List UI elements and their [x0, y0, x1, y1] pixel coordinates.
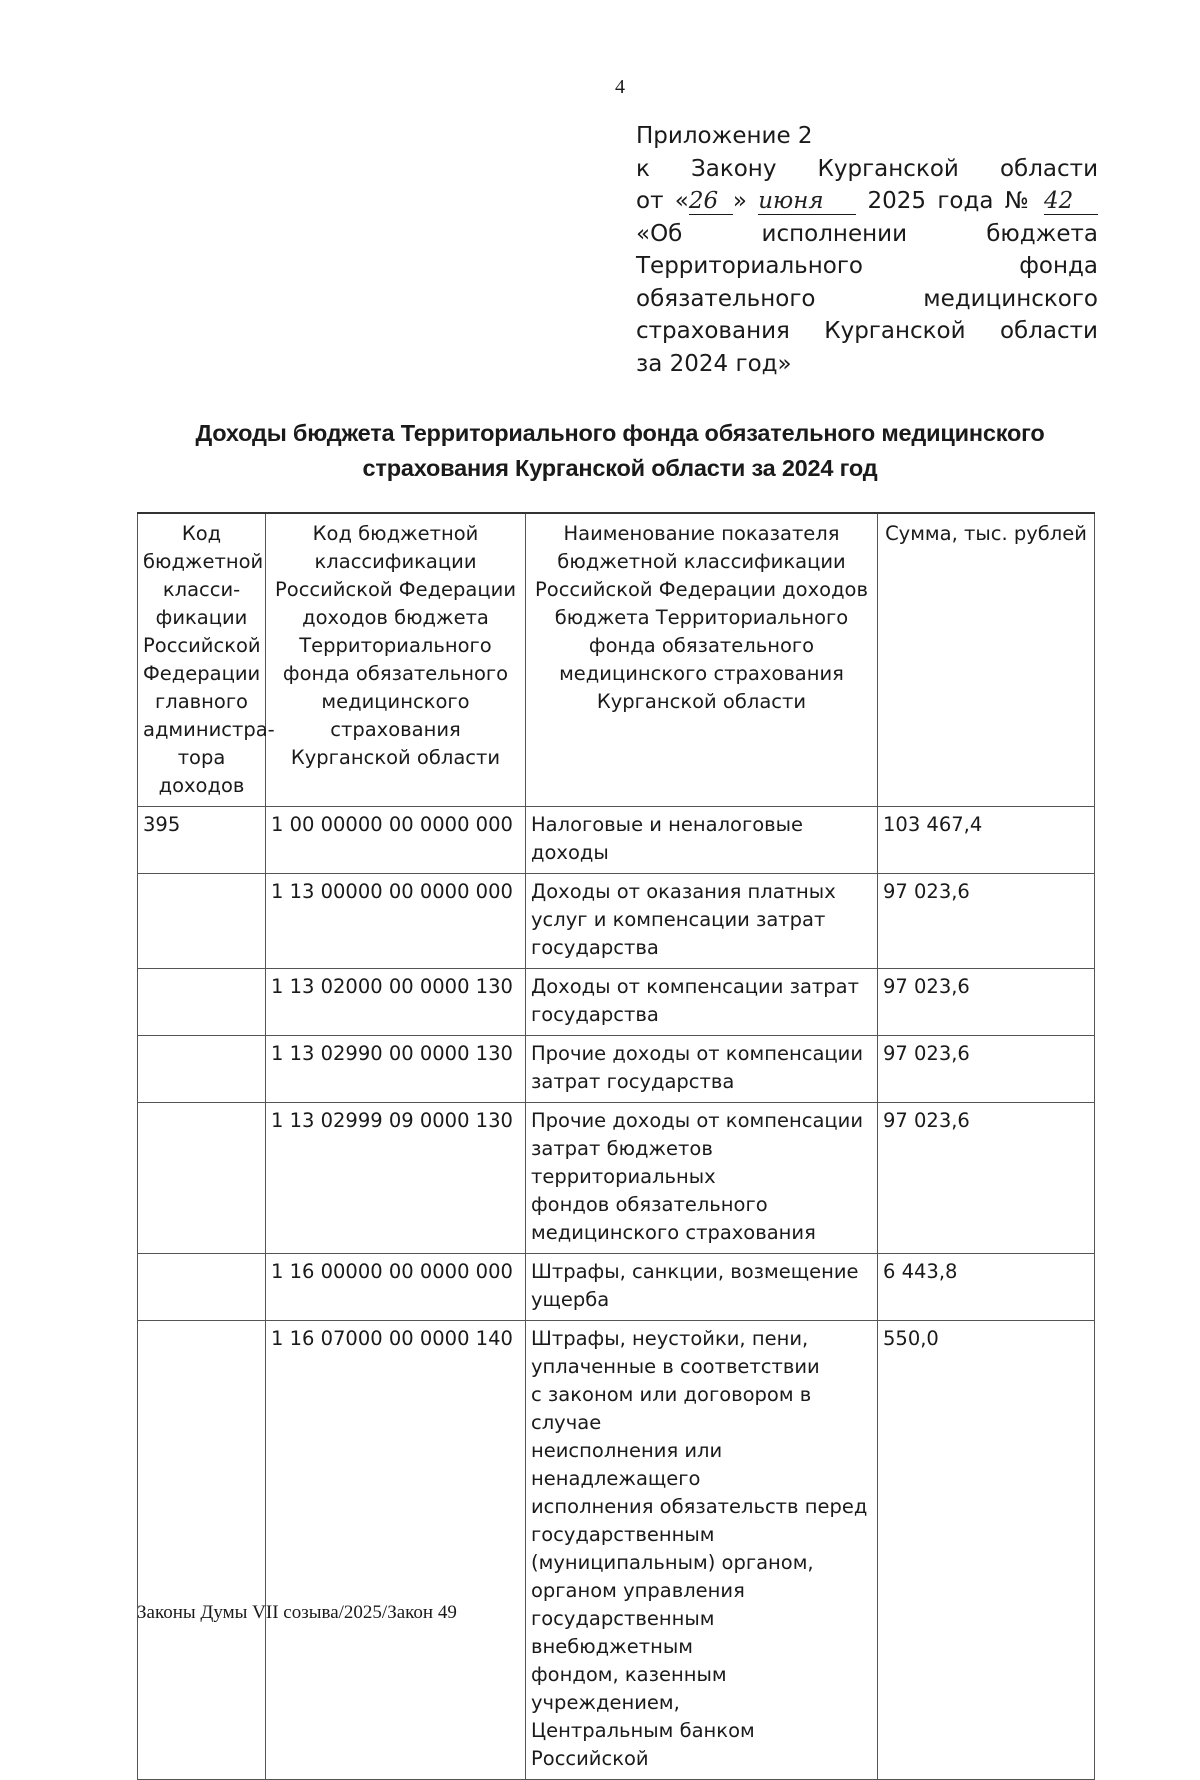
cell-sum: 97 023,6 [878, 969, 1095, 1036]
cell-code: 1 16 00000 00 0000 000 [266, 1254, 526, 1321]
cell-code: 1 13 02000 00 0000 130 [266, 969, 526, 1036]
table-row [138, 807, 1095, 874]
handwritten-day: 26 [689, 188, 733, 215]
cell-admin [138, 1321, 266, 1780]
date-year: 2025 года № [867, 188, 1033, 214]
page-footer: Законы Думы VII созыва/2025/Закон 49 [137, 1602, 457, 1623]
handwritten-law-number: 42 [1044, 188, 1098, 215]
appendix-line-4: «Об исполнении бюджета [636, 220, 1099, 247]
cell-sum: 103 467,4 [878, 807, 1095, 874]
cell-name: Налоговые и неналоговые доходы [526, 807, 878, 874]
cell-code: 1 13 02999 09 0000 130 [266, 1103, 526, 1254]
income-table [137, 512, 1095, 1780]
appendix-line-title: Приложение 2 [636, 123, 813, 149]
cell-admin: 395 [138, 807, 266, 874]
table-row [138, 1103, 1095, 1254]
cell-sum: 550,0 [878, 1321, 1095, 1780]
cell-admin [138, 1254, 266, 1321]
header-indicator-name: Наименование показателя бюджетной классификации Российской Федерации доходов бюджета Территориального фонда обязательного медицинского страхования Курганской области [526, 513, 878, 807]
cell-code: 1 16 07000 00 0000 140 [266, 1321, 526, 1780]
document-title [160, 416, 1080, 486]
title-line-1: Доходы бюджета Территориального фонда обязательного медицинского [195, 420, 1045, 446]
table-row [138, 1036, 1095, 1103]
cell-name: Штрафы, неустойки, пени, уплаченные в соответствии с законом или договором в случае неисполнения или ненадлежащего исполнения обязательств перед государственным (муниципальным) органом, органом управления государственным внебюджетным фондом, казенным учреждением, Центральным банком Российской [526, 1321, 878, 1780]
date-prefix: от « [636, 188, 689, 214]
cell-name: Доходы от оказания платных услуг и компенсации затрат государства [526, 874, 878, 969]
appendix-line-date [636, 185, 1098, 218]
cell-admin [138, 969, 266, 1036]
appendix-reference [636, 120, 1098, 380]
table-row [138, 969, 1095, 1036]
handwritten-month: июня [758, 188, 856, 215]
cell-sum: 97 023,6 [878, 1103, 1095, 1254]
cell-code: 1 00 00000 00 0000 000 [266, 807, 526, 874]
cell-code: 1 13 00000 00 0000 000 [266, 874, 526, 969]
title-line-2: страхования Курганской области за 2024 год [362, 455, 878, 481]
date-quote: » [732, 188, 747, 214]
appendix-line-7: страхования Курганской области [636, 318, 1098, 344]
appendix-line-5: Территориального фонда [636, 253, 1098, 279]
cell-code: 1 13 02990 00 0000 130 [266, 1036, 526, 1103]
cell-admin [138, 1103, 266, 1254]
cell-admin [138, 874, 266, 969]
cell-name: Прочие доходы от компенсации затрат бюджетов территориальных фондов обязательного медицинского страхования [526, 1103, 878, 1254]
cell-admin [138, 1036, 266, 1103]
appendix-line-8: за 2024 год» [636, 350, 792, 377]
cell-name: Штрафы, санкции, возмещение ущерба [526, 1254, 878, 1321]
table-row [138, 1254, 1095, 1321]
cell-name: Прочие доходы от компенсации затрат государства [526, 1036, 878, 1103]
appendix-line-law: к Закону Курганской области [636, 155, 1099, 182]
cell-name: Доходы от компенсации затрат государства [526, 969, 878, 1036]
page-number: 4 [615, 76, 625, 98]
cell-sum: 97 023,6 [878, 1036, 1095, 1103]
header-budget-code: Код бюджетной классификации Российской Федерации доходов бюджета Территориального фонда обязательного медицинского страхования Курганской области [266, 513, 526, 807]
table-row [138, 874, 1095, 969]
appendix-line-6: обязательного медицинского [636, 285, 1098, 312]
table-row [138, 1321, 1095, 1780]
table-header-row [138, 513, 1095, 807]
cell-sum: 97 023,6 [878, 874, 1095, 969]
header-sum: Сумма, тыс. рублей [878, 513, 1095, 807]
cell-sum: 6 443,8 [878, 1254, 1095, 1321]
header-admin-code: Код бюджетной класси-фикации Российской Федерации главного администра-тора доходов [138, 513, 266, 807]
